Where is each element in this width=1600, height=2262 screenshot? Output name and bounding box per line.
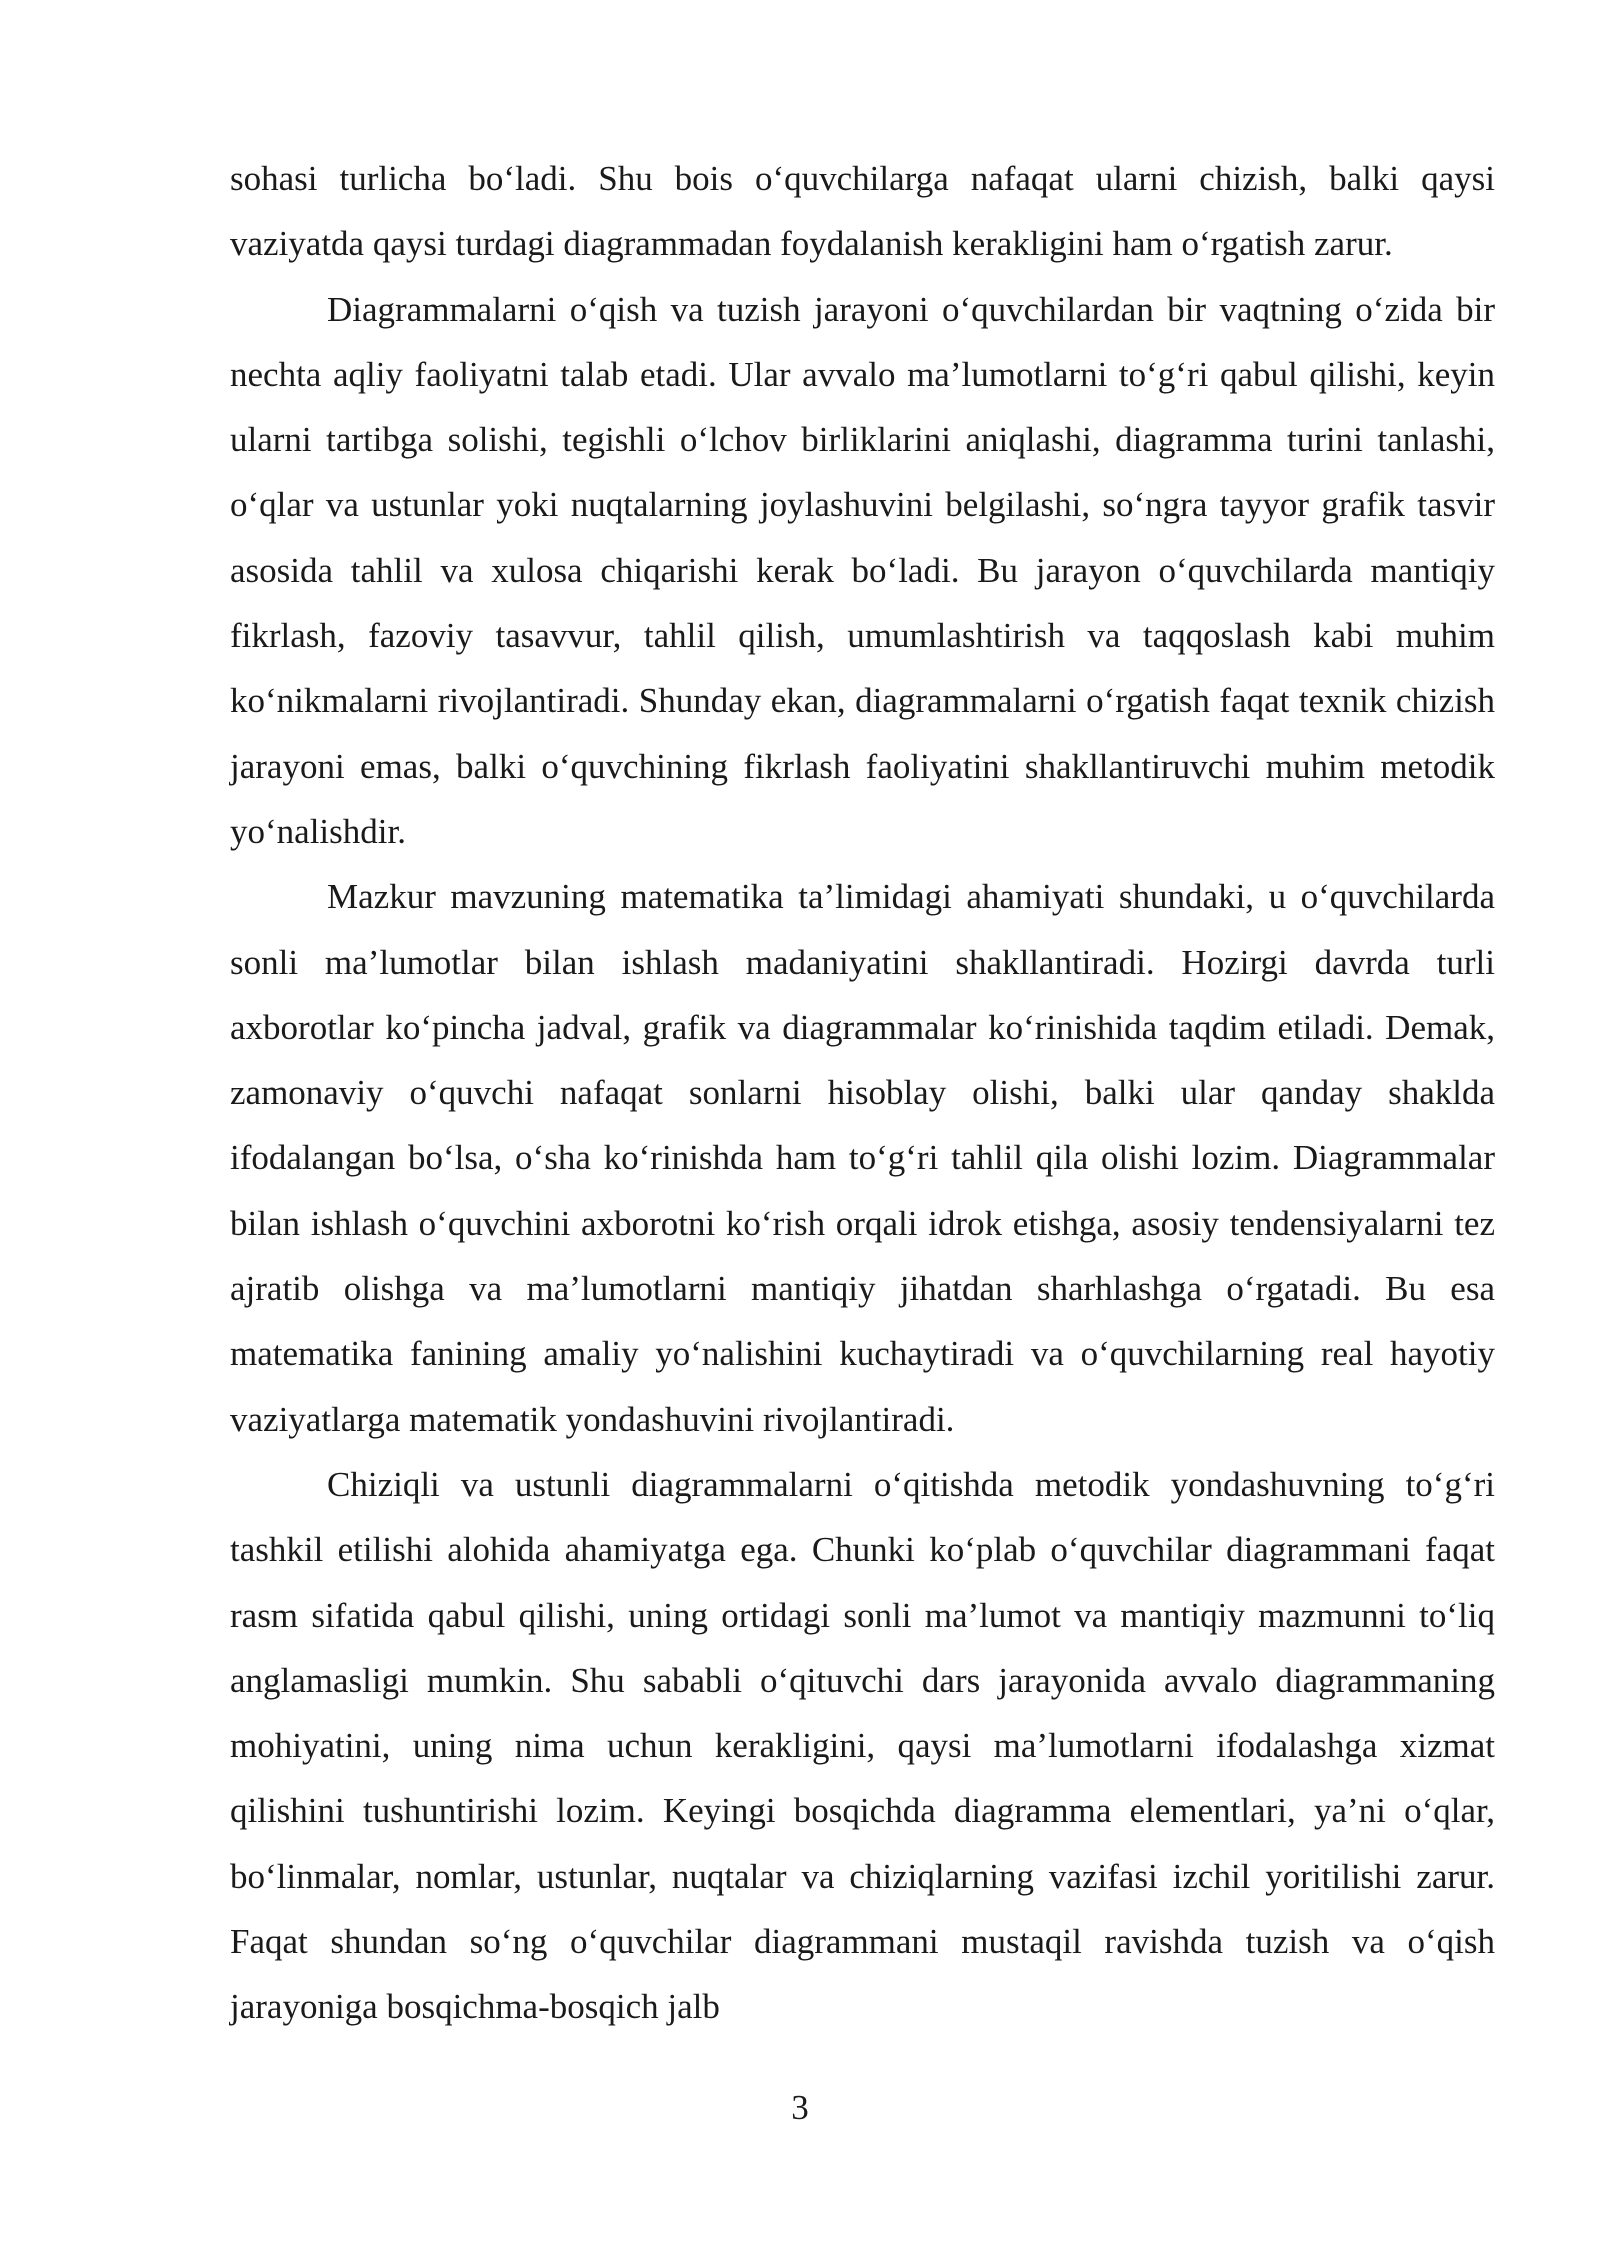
- paragraph: Mazkur mavzuning matematika ta’limidagi ahamiyati shundaki, u o‘quvchilarda sonli ma’lumotlar bilan ishlash madaniyatini shakllantiradi. Hozirgi davrda turli axborotlar ko‘pincha jadval, grafik va diagrammalar ko‘rinishida taqdim etiladi. Demak, zamonaviy o‘quvchi nafaqat sonlarni hisoblay olishi, balki ular qanday shaklda ifodalangan bo‘lsa, o‘sha ko‘rinishda ham to‘g‘ri tahlil qila olishi lozim. Diagrammalar bilan ishlash o‘quvchini axborotni ko‘rish orqali idrok etishga, asosiy tendensiyalarni tez ajratib olishga va ma’lumotlarni mantiqiy jihatdan sharhlashga o‘rgatadi. Bu esa matematika fanining amaliy yo‘nalishini kuchaytiradi va o‘quvchilarning real hayotiy vaziyatlarga matematik yondashuvini rivojlantiradi.: [230, 877, 1495, 1439]
- body-text: [230, 146, 1495, 2040]
- paragraph: Diagrammalarni o‘qish va tuzish jarayoni o‘quvchilardan bir vaqtning o‘zida bir nechta aqliy faoliyatni talab etadi. Ular avvalo ma’lumotlarni to‘g‘ri qabul qilishi, keyin ularni tartibga solishi, tegishli o‘lchov birliklarini aniqlashi, diagramma turini tanlashi, o‘qlar va ustunlar yoki nuqtalarning joylashuvini belgilashi, so‘ngra tayyor grafik tasvir asosida tahlil va xulosa chiqarishi kerak bo‘ladi. Bu jarayon o‘quvchilarda mantiqiy fikrlash, fazoviy tasavvur, tahlil qilish, umumlashtirish va taqqoslash kabi muhim ko‘nikmalarni rivojlantiradi. Shunday ekan, diagrammalarni o‘rgatish faqat texnik chizish jarayoni emas, balki o‘quvchining fikrlash faoliyatini shakllantiruvchi muhim metodik yo‘nalishdir.: [230, 289, 1495, 851]
- paragraph-continuation: sohasi turlicha bo‘ladi. Shu bois o‘quvchilarga nafaqat ularni chizish, balki qaysi vaziyatda qaysi turdagi diagrammadan foydalanish kerakligini ham o‘rgatish zarur.: [230, 159, 1495, 264]
- paragraph: Chiziqli va ustunli diagrammalarni o‘qitishda metodik yondashuvning to‘g‘ri tashkil etilishi alohida ahamiyatga ega. Chunki ko‘plab o‘quvchilar diagrammani faqat rasm sifatida qabul qilishi, uning ortidagi sonli ma’lumot va mantiqiy mazmunni to‘liq anglamasligi mumkin. Shu sababli o‘qituvchi dars jarayonida avvalo diagrammaning mohiyatini, uning nima uchun kerakligini, qaysi ma’lumotlarni ifodalashga xizmat qilishini tushuntirishi lozim. Keyingi bosqichda diagramma elementlari, ya’ni o‘qlar, bo‘linmalar, nomlar, ustunlar, nuqtalar va chiziqlarning vazifasi izchil yoritilishi zarur. Faqat shundan so‘ng o‘quvchilar diagrammani mustaqil ravishda tuzish va o‘qish jarayoniga bosqichma-bosqich jalb: [230, 1464, 1495, 2027]
- page-number: 3: [791, 2088, 809, 2127]
